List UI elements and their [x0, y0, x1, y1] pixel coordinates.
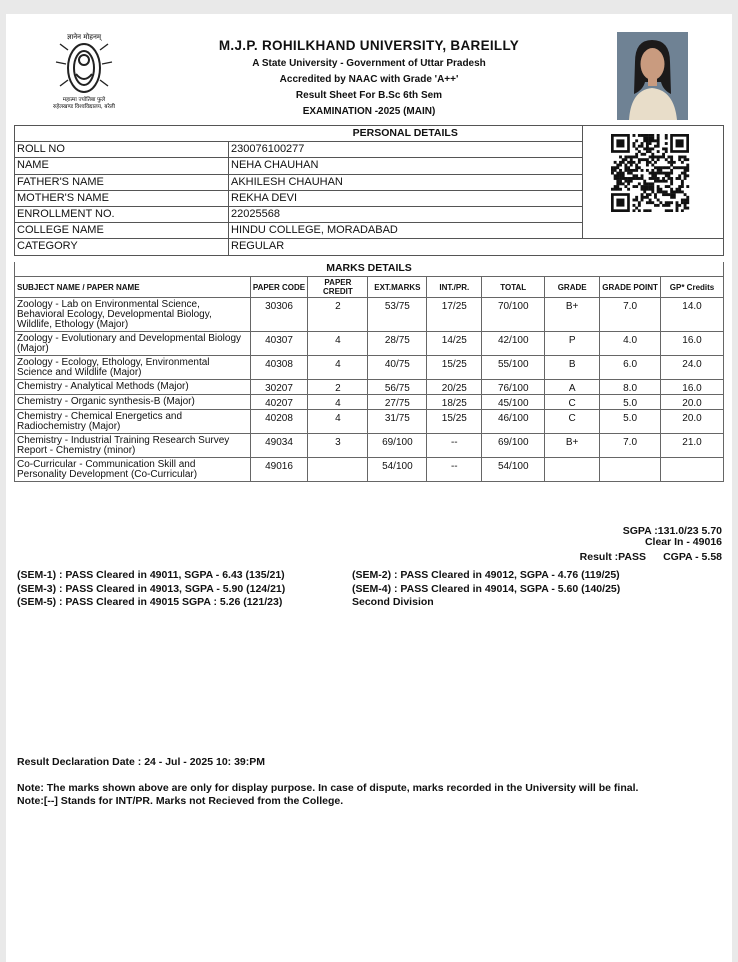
university-title: M.J.P. ROHILKHAND UNIVERSITY, BAREILLY — [218, 38, 520, 53]
subject-name: Chemistry - Organic synthesis-B (Major) — [15, 395, 251, 410]
grade: B+ — [545, 434, 600, 458]
label-roll-no: ROLL NO — [15, 142, 229, 158]
grade: C — [545, 410, 600, 434]
grade-point: 5.0 — [600, 395, 661, 410]
paper-credit: 4 — [308, 332, 368, 356]
col-gp-credits: GP* Credits — [661, 277, 724, 298]
grade — [545, 458, 600, 482]
subject-name: Chemistry - Chemical Energetics and Radiochemistry (Major) — [15, 410, 251, 434]
clear-in: Clear In - 49016 — [644, 536, 722, 548]
grade-point: 4.0 — [600, 332, 661, 356]
int-pr: 15/25 — [427, 410, 482, 434]
sem4-result: (SEM-4) : PASS Cleared in 49014, SGPA - 5.60 (140/25) — [352, 583, 621, 595]
col-subject: SUBJECT NAME / PAPER NAME — [15, 277, 251, 298]
total: 54/100 — [482, 458, 545, 482]
subject-name: Chemistry - Industrial Training Research Survey Report - Chemistry (minor) — [15, 434, 251, 458]
examination-title: EXAMINATION -2025 (MAIN) — [302, 106, 436, 117]
paper-code: 40207 — [250, 395, 308, 410]
accreditation-line: Accredited by NAAC with Grade 'A++' — [279, 74, 459, 85]
table-row — [15, 239, 724, 255]
personal-details-table — [14, 125, 724, 256]
gp-credits: 24.0 — [661, 356, 724, 380]
table-row — [15, 458, 724, 482]
note-display-purpose: Note: The marks shown above are only for display purpose. In case of dispute, marks recorded in the University will be final. — [17, 782, 639, 794]
value-category: REGULAR — [229, 239, 724, 255]
gp-credits: 20.0 — [661, 410, 724, 434]
grade-point: 5.0 — [600, 410, 661, 434]
result-declaration-date: Result Declaration Date : 24 - Jul - 2025 10: 39:PM — [17, 756, 266, 768]
paper-credit: 4 — [308, 410, 368, 434]
int-pr: 18/25 — [427, 395, 482, 410]
paper-credit: 4 — [308, 356, 368, 380]
table-row — [15, 410, 724, 434]
label-college-name: COLLEGE NAME — [15, 223, 229, 239]
col-int-pr: INT./PR. — [427, 277, 482, 298]
paper-code: 40308 — [250, 356, 308, 380]
result-status: Result :PASS — [579, 551, 646, 563]
sem2-result: (SEM-2) : PASS Cleared in 49012, SGPA - 4.76 (119/25) — [352, 569, 620, 581]
table-row — [15, 356, 724, 380]
value-roll-no: 230076100277 — [229, 142, 583, 158]
table-row — [15, 223, 724, 239]
gp-credits: 16.0 — [661, 380, 724, 395]
ext-marks: 53/75 — [368, 298, 427, 332]
paper-credit: 2 — [308, 380, 368, 395]
ext-marks: 54/100 — [368, 458, 427, 482]
value-name: NEHA CHAUHAN — [229, 158, 583, 174]
table-row — [15, 332, 724, 356]
total: 45/100 — [482, 395, 545, 410]
grade: B+ — [545, 298, 600, 332]
gp-credits: 16.0 — [661, 332, 724, 356]
sem5-result: (SEM-5) : PASS Cleared in 49015 SGPA : 5.26 (121/23) — [17, 596, 283, 608]
paper-code: 40208 — [250, 410, 308, 434]
grade-point: 6.0 — [600, 356, 661, 380]
total: 76/100 — [482, 380, 545, 395]
table-row — [15, 395, 724, 410]
grade: B — [545, 356, 600, 380]
label-name: NAME — [15, 158, 229, 174]
total: 55/100 — [482, 356, 545, 380]
gp-credits: 20.0 — [661, 395, 724, 410]
table-row — [15, 298, 724, 332]
grade: P — [545, 332, 600, 356]
ext-marks: 69/100 — [368, 434, 427, 458]
ext-marks: 56/75 — [368, 380, 427, 395]
grade-point: 7.0 — [600, 434, 661, 458]
marks-details-table — [14, 262, 724, 482]
table-row — [15, 434, 724, 458]
division: Second Division — [352, 596, 434, 608]
sem3-result: (SEM-3) : PASS Cleared in 49013, SGPA - 5.90 (124/21) — [17, 583, 286, 595]
col-ext-marks: EXT.MARKS — [368, 277, 427, 298]
sgpa-summary: SGPA :131.0/23 5.70 — [622, 525, 722, 537]
gp-credits: 14.0 — [661, 298, 724, 332]
logo-top-text: ज्ञानेन मोहनम् — [66, 33, 102, 41]
paper-credit: 3 — [308, 434, 368, 458]
value-mother-name: REKHA DEVI — [229, 190, 583, 206]
university-subtitle: A State University - Government of Uttar Pradesh — [252, 58, 486, 69]
paper-credit — [308, 458, 368, 482]
col-total: TOTAL — [482, 277, 545, 298]
subject-name: Co-Curricular - Communication Skill and Personality Development (Co-Curricular) — [15, 458, 251, 482]
ext-marks: 40/75 — [368, 356, 427, 380]
paper-code: 49034 — [250, 434, 308, 458]
int-pr: -- — [427, 434, 482, 458]
ext-marks: 28/75 — [368, 332, 427, 356]
grade: A — [545, 380, 600, 395]
total: 46/100 — [482, 410, 545, 434]
table-row — [15, 380, 724, 395]
note-int-pr: Note:[--] Stands for INT/PR. Marks not Recieved from the College. — [17, 795, 344, 807]
paper-code: 49016 — [250, 458, 308, 482]
gp-credits — [661, 458, 724, 482]
grade-point: 8.0 — [600, 380, 661, 395]
subject-name: Zoology - Lab on Environmental Science, Behavioral Ecology, Developmental Biology, Wildlife, Ethology (Major) — [15, 298, 251, 332]
total: 42/100 — [482, 332, 545, 356]
col-grade: GRADE — [545, 277, 600, 298]
paper-credit: 2 — [308, 298, 368, 332]
result-sheet-title: Result Sheet For B.Sc 6th Sem — [295, 90, 443, 101]
personal-details-heading: PERSONAL DETAILS — [229, 126, 583, 142]
logo-bottom-line1: महात्मा ज्योतिबा फुले — [62, 97, 106, 103]
ext-marks: 27/75 — [368, 395, 427, 410]
value-father-name: AKHILESH CHAUHAN — [229, 174, 583, 190]
ext-marks: 31/75 — [368, 410, 427, 434]
int-pr: -- — [427, 458, 482, 482]
value-college-name: HINDU COLLEGE, MORADABAD — [229, 223, 724, 239]
subject-name: Zoology - Evolutionary and Developmental Biology (Major) — [15, 332, 251, 356]
marks-details-heading: MARKS DETAILS — [15, 262, 724, 277]
student-photo — [617, 32, 688, 120]
total: 69/100 — [482, 434, 545, 458]
paper-credit: 4 — [308, 395, 368, 410]
logo-bottom-line2: रुहेलखण्ड विश्वविद्यालय, बरेली — [53, 104, 115, 110]
cgpa: CGPA - 5.58 — [663, 551, 722, 563]
grade: C — [545, 395, 600, 410]
total: 70/100 — [482, 298, 545, 332]
col-paper-credit: PAPER CREDIT — [308, 277, 368, 298]
gp-credits: 21.0 — [661, 434, 724, 458]
col-paper-code: PAPER CODE — [250, 277, 308, 298]
label-father-name: FATHER'S NAME — [15, 174, 229, 190]
subject-name: Chemistry - Analytical Methods (Major) — [15, 380, 251, 395]
paper-code: 30306 — [250, 298, 308, 332]
int-pr: 17/25 — [427, 298, 482, 332]
grade-point: 7.0 — [600, 298, 661, 332]
grade-point — [600, 458, 661, 482]
label-enrollment-no: ENROLLMENT NO. — [15, 206, 229, 222]
sem1-result: (SEM-1) : PASS Cleared in 49011, SGPA - 6.43 (135/21) — [17, 569, 285, 581]
label-mother-name: MOTHER'S NAME — [15, 190, 229, 206]
value-enrollment-no: 22025568 — [229, 206, 583, 222]
label-category: CATEGORY — [15, 239, 229, 255]
paper-code: 30207 — [250, 380, 308, 395]
int-pr: 14/25 — [427, 332, 482, 356]
int-pr: 15/25 — [427, 356, 482, 380]
int-pr: 20/25 — [427, 380, 482, 395]
paper-code: 40307 — [250, 332, 308, 356]
col-grade-point: GRADE POINT — [600, 277, 661, 298]
subject-name: Zoology - Ecology, Ethology, Environmental Science and Wildlife (Major) — [15, 356, 251, 380]
marks-header-row — [15, 277, 724, 298]
